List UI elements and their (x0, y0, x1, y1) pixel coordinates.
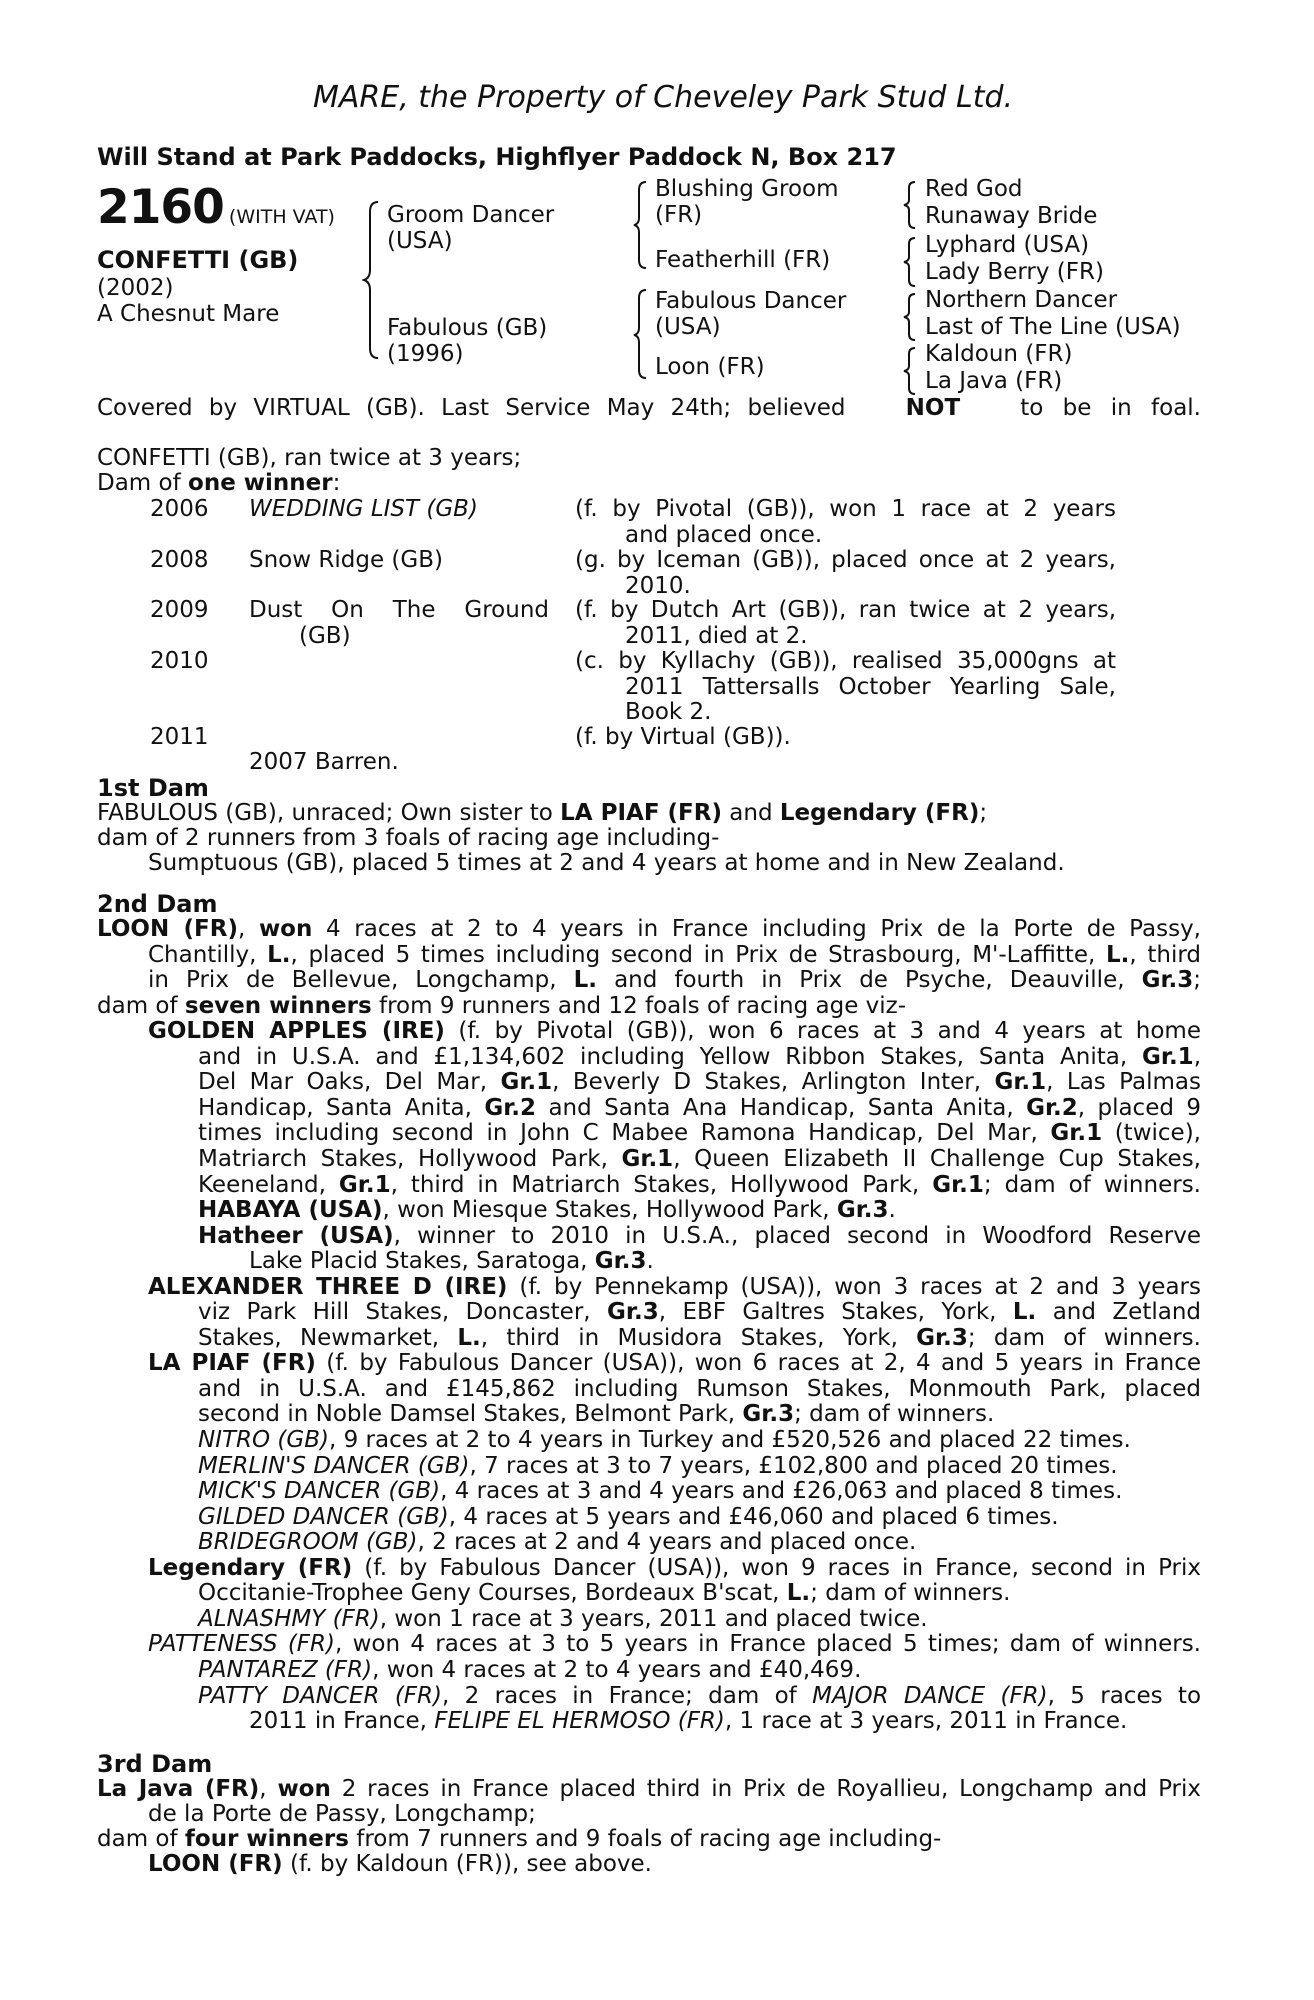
second-dam-line: MICK'S DANCER (GB), 4 races at 3 and 4 years and £26,063 and placed 8 times. (198, 1478, 1123, 1505)
produce-detail-2006: (f. by Pivotal (GB)), won 1 race at 2 years and placed once. (575, 496, 1116, 548)
pedigree-sds: Lyphard (USA) (925, 232, 1090, 258)
pedigree-ddd: La Java (FR) (925, 368, 1063, 394)
produce-year-2010: 2010 (150, 648, 209, 674)
second-dam-line: NITRO (GB), 9 races at 2 to 4 years in Turkey and £520,526 and placed 22 times. (198, 1427, 1131, 1453)
horse-description: A Chesnut Mare (97, 301, 280, 327)
second-dam-line: GILDED DANCER (GB), 4 races at 5 years and £46,060 and placed 6 times. (198, 1503, 1059, 1530)
second-dam-line: second in Noble Damsel Stakes, Belmont Park, Gr.3; dam of winners. (198, 1401, 995, 1428)
second-dam-line: LOON (FR), won 4 races at 2 to 4 years in France including Prix de la Porte de Passy, (97, 916, 1201, 942)
second-dam-line: LA PIAF (FR) (f. by Fabulous Dancer (USA)), won 6 races at 2, 4 and 5 years in France (148, 1350, 1202, 1377)
second-dam-line: times including second in John C Mabee Ramona Handicap, Del Mar, Gr.1 (twice), (198, 1120, 1201, 1147)
second-dam-line: Occitanie-Trophee Geny Courses, Bordeaux B'scat, L.; dam of winners. (198, 1580, 1011, 1607)
pedigree-brace-7 (902, 346, 918, 396)
first-dam-line-1: FABULOUS (GB), unraced; Own sister to LA PIAF (FR) and Legendary (FR); (97, 800, 988, 826)
pedigree-ssd: Runaway Bride (925, 203, 1098, 229)
produce-year-2006: 2006 (150, 496, 209, 522)
third-dam-line: dam of four winners from 7 runners and 9 foals of racing age including- (97, 1826, 942, 1852)
first-dam-heading: 1st Dam (97, 774, 209, 802)
pedigree-dds: Kaldoun (FR) (925, 341, 1073, 367)
covered-line (97, 396, 1201, 422)
horse-name: CONFETTI (GB) (97, 246, 299, 274)
second-dam-line: Handicap, Santa Anita, Gr.2 and Santa Ana Handicap, Santa Anita, Gr.2, placed 9 (198, 1094, 1201, 1121)
pedigree-sire: Groom Dancer (USA) (387, 202, 555, 254)
third-dam-line: LOON (FR) (f. by Kaldoun (FR)), see above. (148, 1851, 652, 1877)
pedigree-dsd: Last of The Line (USA) (925, 314, 1181, 340)
second-dam-line: Del Mar Oaks, Del Mar, Gr.1, Beverly D Stakes, Arlington Inter, Gr.1, Las Palmas (198, 1069, 1201, 1096)
pedigree-brace-2 (632, 180, 650, 270)
second-dam-line: GOLDEN APPLES (IRE) (f. by Pivotal (GB)), won 6 races at 3 and 4 years at home (148, 1018, 1201, 1045)
pedigree-sss: Red God (925, 176, 1023, 202)
produce-detail-2008: (g. by Iceman (GB)), placed once at 2 years, 2010. (575, 547, 1116, 599)
second-dam-line: Lake Placid Stakes, Saratoga, Gr.3. (249, 1248, 654, 1275)
second-dam-line: Hatheer (USA), winner to 2010 in U.S.A., placed second in Woodford Reserve (198, 1222, 1201, 1249)
second-dam-line: Keeneland, Gr.1, third in Matriarch Stakes, Hollywood Park, Gr.1; dam of winners. (198, 1171, 1201, 1198)
second-dam-line: PANTAREZ (FR), won 4 races at 2 to 4 years and £40,469. (198, 1656, 862, 1683)
second-dam-line: viz Park Hill Stakes, Doncaster, Gr.3, EBF Galtres Stakes, York, L. and Zetland (198, 1299, 1201, 1326)
third-dam-line: de la Porte de Passy, Longchamp; (148, 1801, 536, 1827)
page-title: MARE, the Property of Cheveley Park Stud Ltd. (313, 80, 1014, 115)
second-dam-line: and in U.S.A. and £145,862 including Rumson Stakes, Monmouth Park, placed (198, 1375, 1201, 1402)
pedigree-sire-dam: Featherhill (FR) (655, 247, 831, 273)
covered-text: Covered by VIRTUAL (GB). Last Service May 24th; believed (97, 395, 846, 421)
pedigree-dam-sire: Fabulous Dancer (USA) (655, 288, 847, 340)
second-dam-line: BRIDEGROOM (GB), 2 races at 2 and 4 years and placed once. (198, 1529, 917, 1556)
covered-tail: to be in foal. (1020, 395, 1201, 421)
pedigree-brace-1 (362, 200, 382, 360)
produce-detail-2011: (f. by Virtual (GB)). (575, 724, 791, 750)
produce-year-2008: 2008 (150, 547, 209, 573)
pedigree-brace-5 (902, 236, 918, 288)
produce-name-2008: Snow Ridge (GB) (249, 547, 443, 573)
lot-number-line (97, 180, 335, 235)
produce-year-2009: 2009 (150, 597, 209, 623)
second-dam-line: HABAYA (USA), won Miesque Stakes, Hollywood Park, Gr.3. (198, 1197, 896, 1224)
pedigree-dss: Northern Dancer (925, 287, 1118, 313)
second-dam-line: PATTY DANCER (FR), 2 races in France; dam of MAJOR DANCE (FR), 5 races to (198, 1682, 1202, 1709)
second-dam-line: in Prix de Bellevue, Longchamp, L. and fourth in Prix de Psyche, Deauville, Gr.3; (148, 967, 1202, 994)
second-dam-line: PATTENESS (FR), won 4 races at 3 to 5 years in France placed 5 times; dam of winners. (148, 1631, 1201, 1658)
second-dam-line: MERLIN'S DANCER (GB), 7 races at 3 to 7 years, £102,800 and placed 20 times. (198, 1452, 1118, 1479)
second-dam-line: dam of seven winners from 9 runners and 12 foals of racing age viz- (97, 992, 907, 1019)
second-dam-line: Chantilly, L., placed 5 times including second in Prix de Strasbourg, M'-Laffitte, L., third (148, 941, 1201, 968)
produce-detail-2009: (f. by Dutch Art (GB)), ran twice at 2 years, 2011, died at 2. (575, 597, 1116, 649)
second-dam-line: ALEXANDER THREE D (IRE) (f. by Pennekamp (USA)), won 3 races at 2 and 3 years (148, 1273, 1201, 1300)
produce-intro: CONFETTI (GB), ran twice at 3 years; (97, 445, 522, 471)
produce-name-2009: Dust On The Ground (GB) (249, 597, 549, 649)
pedigree-brace-4 (902, 180, 918, 230)
second-dam-line: Legendary (FR) (f. by Fabulous Dancer (USA)), won 9 races in France, second in Prix (148, 1554, 1202, 1581)
second-dam-line: Stakes, Newmarket, L., third in Musidora Stakes, York, Gr.3; dam of winners. (198, 1324, 1201, 1351)
pedigree-sire-sire: Blushing Groom (FR) (655, 176, 839, 228)
pedigree-brace-6 (902, 292, 918, 342)
produce-name-2006: WEDDING LIST (GB) (249, 496, 478, 522)
first-dam-line-3: Sumptuous (GB), placed 5 times at 2 and 4 years at home and in New Zealand. (148, 850, 1065, 876)
stabling-location: Will Stand at Park Paddocks, Highflyer Paddock N, Box 217 (97, 143, 897, 171)
pedigree-brace-3 (632, 288, 650, 380)
second-dam-line: and in U.S.A. and £1,134,602 including Yellow Ribbon Stakes, Santa Anita, Gr.1, (198, 1043, 1201, 1070)
third-dam-line: La Java (FR), won 2 races in France placed third in Prix de Royallieu, Longchamp and Prix (97, 1776, 1201, 1802)
pedigree-sdd: Lady Berry (FR) (925, 259, 1104, 285)
second-dam-line: 2011 in France, FELIPE EL HERMOSO (FR), 1 race at 3 years, 2011 in France. (249, 1708, 1128, 1735)
second-dam-line: ALNASHMY (FR), won 1 race at 3 years, 2011 and placed twice. (198, 1605, 928, 1632)
second-dam-line: Matriarch Stakes, Hollywood Park, Gr.1, Queen Elizabeth II Challenge Cup Stakes, (198, 1145, 1201, 1172)
first-dam-line-2: dam of 2 runners from 3 foals of racing age including- (97, 825, 720, 851)
pedigree-dam-dam: Loon (FR) (655, 354, 765, 380)
lot-number: 2160 (97, 180, 224, 235)
pedigree-dam: Fabulous (GB) (1996) (387, 315, 548, 367)
second-dam-heading: 2nd Dam (97, 890, 218, 918)
not-emphasis: NOT (905, 395, 961, 421)
produce-barren: 2007 Barren. (249, 749, 399, 775)
vat-note: (WITH VAT) (228, 206, 335, 228)
produce-dam-of: Dam of one winner: (97, 470, 341, 496)
produce-year-2011: 2011 (150, 724, 209, 750)
foaling-year: (2002) (97, 275, 174, 301)
produce-detail-2010: (c. by Kyllachy (GB)), realised 35,000gns at 2011 Tattersalls October Yearling Sale, Book 2. (575, 648, 1116, 725)
third-dam-heading: 3rd Dam (97, 1750, 213, 1778)
